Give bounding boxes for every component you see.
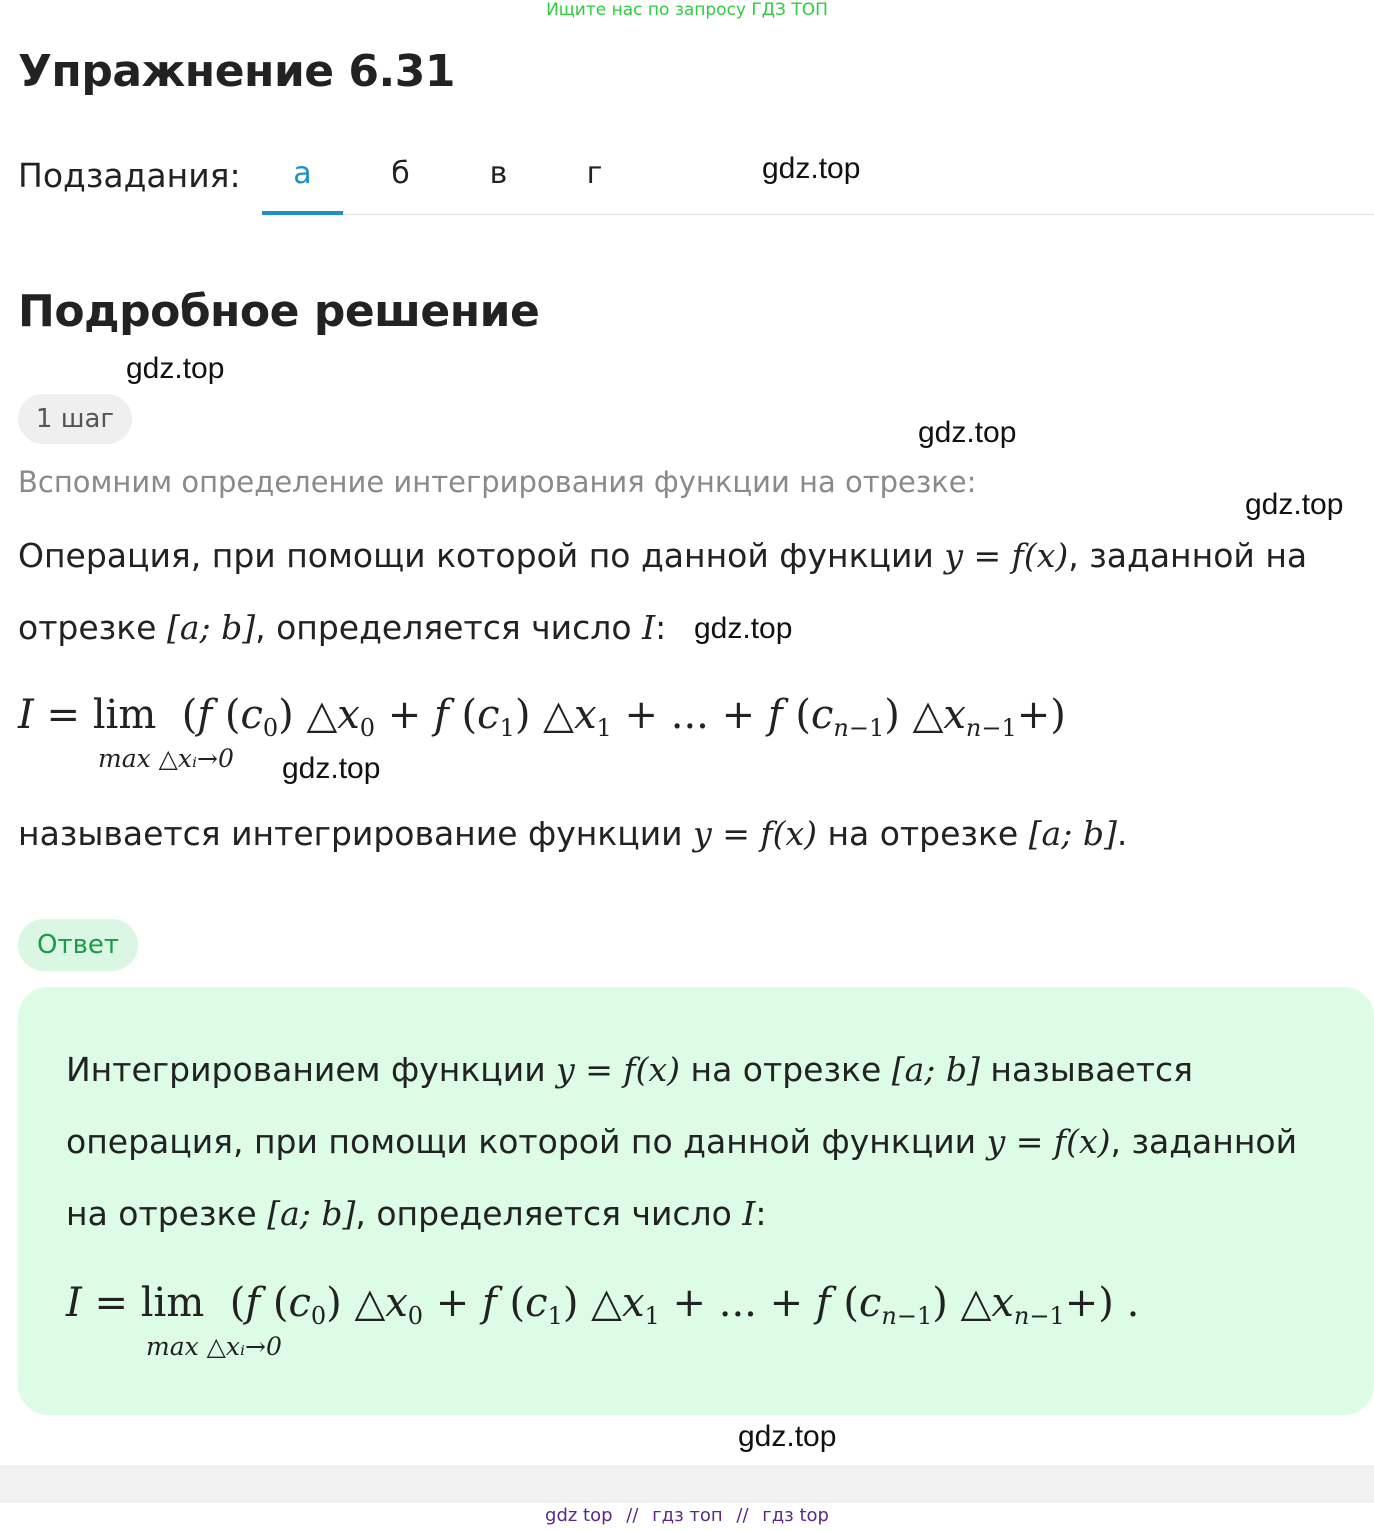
footer-link[interactable]: гдз top [762, 1505, 829, 1526]
search-hint-banner: Ищите нас по запросу ГДЗ ТОП [546, 0, 828, 20]
math-interval: [a; b] [891, 1050, 980, 1089]
footer-link[interactable]: гдз топ [652, 1505, 723, 1526]
tab-a[interactable]: а [293, 156, 312, 191]
watermark: gdz.top [738, 1420, 837, 1453]
tabs-divider [262, 214, 1374, 215]
lim-subscript: max △xᵢ→0 [98, 744, 234, 773]
answer-line-2 [66, 1122, 1297, 1161]
text: , заданной [1110, 1122, 1298, 1161]
active-tab-indicator [262, 211, 343, 215]
answer-integral-formula: I = lim (f $(c_0)$ $\triangle x_0 + f$ $(c_1)$ $\triangle x_1$ + ... + f $(c_{n-1})$ $\triangle x_{n-1}+$) . [66, 1280, 1140, 1330]
text: операция, при помощи которой по данной функции [66, 1122, 977, 1161]
watermark: gdz.top [126, 352, 225, 385]
watermark: gdz.top [918, 416, 1017, 449]
text: , заданной на [1068, 536, 1308, 575]
lim-subscript: max △xᵢ→0 [146, 1332, 282, 1361]
math-y-eq-fx: y = f(x) [693, 814, 817, 853]
footer-separator-slash: // [736, 1505, 749, 1526]
footer-separator [0, 1465, 1374, 1503]
math-y-eq-fx: y = f(x) [556, 1050, 681, 1089]
text: отрезке [18, 608, 157, 647]
text: Интегрированием функции [66, 1050, 546, 1089]
text: на отрезке [827, 814, 1019, 853]
math-y-eq-fx: y = f(x) [944, 536, 1069, 575]
text: Операция, при помощи которой по данной функции [18, 536, 934, 575]
subtasks-label: Подзадания: [18, 156, 241, 195]
lim-operator: lim [140, 1280, 205, 1326]
page-title: Упражнение 6.31 [18, 46, 455, 97]
step-hint: Вспомним определение интегрирования функции на отрезке: [18, 465, 977, 499]
math-I: I [642, 608, 656, 647]
text: называется интегрирование функции [18, 814, 683, 853]
step-paragraph-line-3: называется интегрирование функции y = f(x) на отрезке [a; b]. [18, 814, 1128, 853]
text: на отрезке [66, 1194, 257, 1233]
step-paragraph-line-2: отрезке [a; b], определяется число I: [18, 608, 667, 647]
answer-line-3: на отрезке [a; b], определяется число I: [66, 1194, 767, 1233]
tab-b[interactable]: б [391, 156, 410, 191]
lim-operator: lim [92, 692, 157, 738]
watermark: gdz.top [1245, 488, 1344, 521]
tab-g[interactable]: г [586, 156, 603, 191]
text: , определяется число [355, 1194, 732, 1233]
watermark: gdz.top [694, 612, 793, 645]
step-paragraph-line-1 [18, 536, 1307, 575]
tab-v[interactable]: в [489, 156, 508, 191]
footer-link[interactable]: gdz top [545, 1505, 613, 1526]
formula-lhs: I = [66, 1280, 141, 1326]
math-I: I [742, 1194, 756, 1233]
step-badge: 1 шаг [18, 394, 132, 444]
answer-badge: Ответ [18, 919, 138, 971]
footer-links [0, 1505, 1374, 1526]
math-interval: [a; b] [1028, 814, 1117, 853]
solution-heading: Подробное решение [18, 286, 540, 337]
integral-sum-formula: I = lim (f $(c_0)$ $\triangle x_0 + f$ $(c_1)$ $\triangle x_1$ + ... + f $(c_{n-1})$ $\triangle x_{n-1}+$) [18, 692, 1066, 742]
math-y-eq-fx: y = f(x) [986, 1122, 1111, 1161]
formula-lhs: I = [18, 692, 93, 738]
answer-line-1 [66, 1050, 1193, 1089]
math-interval: [a; b] [267, 1194, 356, 1233]
watermark: gdz.top [762, 152, 861, 185]
footer-separator-slash: // [626, 1505, 639, 1526]
watermark: gdz.top [282, 752, 381, 785]
math-interval: [a; b] [166, 608, 256, 647]
text: на отрезке [690, 1050, 882, 1089]
text: , определяется число [255, 608, 632, 647]
text: называется [990, 1050, 1193, 1089]
